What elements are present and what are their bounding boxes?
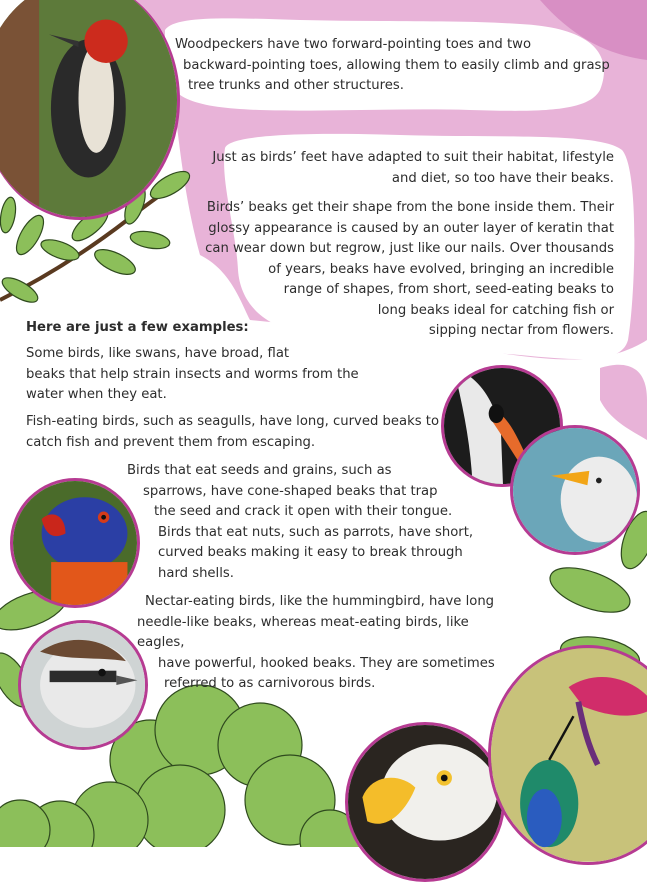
- examples-heading: Here are just a few examples:: [26, 320, 249, 335]
- text-line: and diet, so too have their beaks.: [391, 170, 614, 186]
- eagle-image: [345, 722, 505, 882]
- seagull-image: [510, 425, 640, 555]
- swans-paragraph: [26, 344, 446, 406]
- text-line: water when they eat.: [26, 387, 167, 402]
- text-line: beaks that help strain insects and worms from the: [26, 366, 359, 382]
- text-line: Birds that eat nuts, such as parrots, have short,: [158, 524, 474, 540]
- text-line: glossy appearance is caused by an outer layer of keratin that: [208, 220, 614, 236]
- nectar-paragraph: [137, 592, 517, 695]
- text-line: hard shells.: [158, 565, 234, 581]
- fish-paragraph: [26, 412, 466, 453]
- text-line: referred to as carnivorous birds.: [164, 676, 376, 691]
- text-line: range of shapes, from short, seed-eating beaks to: [283, 282, 614, 297]
- text-line: have powerful, hooked beaks. They are sometimes: [158, 655, 495, 671]
- text-line: needle-like beaks, whereas meat-eating birds, like eagles,: [137, 614, 469, 650]
- seeds-paragraph: [127, 461, 487, 584]
- sparrow-image: [18, 620, 148, 750]
- text-line: Birds that eat seeds and grains, such as: [127, 463, 392, 478]
- text-line: Woodpeckers have two forward-pointing toes and two: [175, 37, 532, 52]
- text-line: tree trunks and other structures.: [188, 78, 404, 93]
- text-line: curved beaks making it easy to break through: [158, 545, 463, 560]
- text-line: the seed and crack it open with their tongue.: [154, 504, 453, 519]
- text-line: Nectar-eating birds, like the hummingbird, have long: [145, 594, 495, 609]
- text-line: catch fish and prevent them from escaping.: [26, 434, 316, 450]
- woodpecker-paragraph: [175, 35, 615, 97]
- text-line: sparrows, have cone-shaped beaks that trap: [143, 483, 438, 499]
- text-line: Just as birds’ feet have adapted to suit their habitat, lifestyle: [212, 150, 614, 165]
- text-line: long beaks ideal for catching fish or: [377, 302, 614, 318]
- adapted-paragraph: [190, 148, 614, 189]
- text-line: of years, beaks have evolved, bringing an incredible: [268, 261, 614, 277]
- text-line: Fish-eating birds, such as seagulls, have long, curved beaks to: [26, 414, 440, 429]
- text-line: Birds’ beaks get their shape from the bone inside them. Their: [206, 200, 614, 215]
- text-line: can wear down but regrow, just like our nails. Over thousands: [205, 241, 614, 256]
- parrot-image: [10, 478, 140, 608]
- text-line: Some birds, like swans, have broad, flat: [26, 346, 290, 361]
- text-line: sipping nectar from flowers.: [428, 323, 614, 338]
- text-line: backward-pointing toes, allowing them to easily climb and grasp: [183, 57, 610, 73]
